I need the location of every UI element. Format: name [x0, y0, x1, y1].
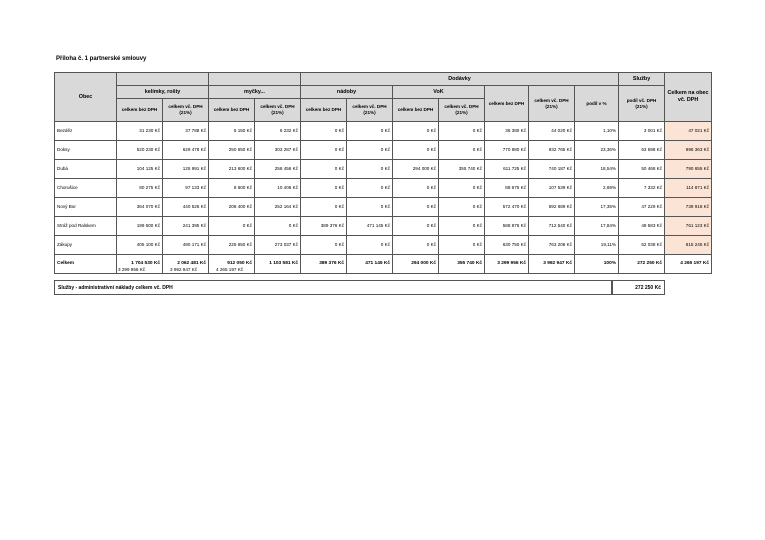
header-dodavky: Dodávky: [301, 73, 619, 86]
value-cell: 770 880 Kč: [485, 141, 529, 160]
subtotal-vc-dph: 3 992 947 Kč: [170, 267, 198, 272]
value-cell: 3 299 956 Kč: [485, 255, 529, 274]
value-cell: 0 Kč: [347, 141, 393, 160]
value-cell: 2 062 481 Kč: [163, 255, 209, 274]
table-row: [55, 141, 712, 160]
value-cell: 303 287 Kč: [255, 141, 301, 160]
value-cell: 36 380 Kč: [485, 122, 529, 141]
value-cell: 213 600 Kč: [209, 160, 255, 179]
celkem-cell: 815 245 Kč: [665, 236, 712, 255]
value-cell: 932 765 Kč: [529, 141, 575, 160]
header-vc-dph: celkem vč. DPH (21%): [163, 99, 209, 122]
value-cell: 52 038 Kč: [619, 236, 665, 255]
value-cell: 763 208 Kč: [529, 236, 575, 255]
value-cell: 471 145 Kč: [347, 255, 393, 274]
header-vc-dph: celkem vč. DPH (21%): [439, 99, 485, 122]
value-cell: 0 Kč: [393, 122, 439, 141]
header-podil: podíl v %: [575, 86, 619, 122]
subtotal-bez-dph: 3 299 956 Kč: [118, 267, 146, 272]
obec-name: Nový Bor: [55, 198, 117, 217]
value-cell: 37 788 Kč: [163, 122, 209, 141]
value-cell: 0 Kč: [301, 160, 347, 179]
value-cell: 3 001 Kč: [619, 122, 665, 141]
value-cell: 1 103 581 Kč: [255, 255, 301, 274]
value-cell: 0 Kč: [439, 198, 485, 217]
celkem-cell: 47 021 Kč: [665, 122, 712, 141]
header-bez-dph: celkem bez DPH: [209, 99, 255, 122]
header-blank-2: [209, 73, 301, 86]
obec-name: Dubá: [55, 160, 117, 179]
value-cell: 294 000 Kč: [393, 160, 439, 179]
value-cell: 0 Kč: [347, 198, 393, 217]
value-cell: 107 539 Kč: [529, 179, 575, 198]
value-cell: 0 Kč: [393, 198, 439, 217]
obec-name: Bezděz: [55, 122, 117, 141]
value-cell: 1,10%: [575, 122, 619, 141]
header-sluzby: Služby: [619, 73, 665, 86]
header-podil-vc-dph: podíl vč. DPH (21%): [619, 86, 665, 122]
value-cell: 208 400 Kč: [209, 198, 255, 217]
celkem-cell: 996 363 Kč: [665, 141, 712, 160]
header-total-bez-dph: celkem bez DPH: [485, 86, 529, 122]
value-cell: 44 020 Kč: [529, 122, 575, 141]
value-cell: 588 876 Kč: [485, 217, 529, 236]
value-cell: 611 725 Kč: [485, 160, 529, 179]
value-cell: 8 600 Kč: [209, 179, 255, 198]
value-cell: 273 037 Kč: [255, 236, 301, 255]
value-cell: 23,36%: [575, 141, 619, 160]
value-cell: 0 Kč: [439, 122, 485, 141]
table-row: [55, 122, 712, 141]
value-cell: 0 Kč: [439, 179, 485, 198]
value-cell: 252 164 Kč: [255, 198, 301, 217]
value-cell: 629 478 Kč: [163, 141, 209, 160]
value-cell: 272 250 Kč: [619, 255, 665, 274]
header-bez-dph: celkem bez DPH: [301, 99, 347, 122]
value-cell: 740 187 Kč: [529, 160, 575, 179]
value-cell: 0 Kč: [301, 179, 347, 198]
value-cell: 241 395 Kč: [163, 217, 209, 236]
value-cell: 3 992 947 Kč: [529, 255, 575, 274]
value-cell: 0 Kč: [347, 179, 393, 198]
header-group-vok: VoK: [393, 86, 485, 99]
header-vc-dph: celkem vč. DPH (21%): [255, 99, 301, 122]
celkem-cell: 790 655 Kč: [665, 160, 712, 179]
value-cell: 355 740 Kč: [439, 160, 485, 179]
value-cell: 225 650 Kč: [209, 236, 255, 255]
value-cell: 6 232 Kč: [255, 122, 301, 141]
obec-name: Chorušice: [55, 179, 117, 198]
value-cell: 520 230 Kč: [117, 141, 163, 160]
value-cell: 0 Kč: [347, 236, 393, 255]
value-cell: 0 Kč: [393, 217, 439, 236]
value-cell: 0 Kč: [301, 141, 347, 160]
value-cell: 19,11%: [575, 236, 619, 255]
subtotal-celkem: 4 265 197 Kč: [216, 267, 244, 272]
header-obec: Obec: [55, 73, 117, 122]
table-row: [55, 198, 712, 217]
value-cell: 0 Kč: [439, 236, 485, 255]
value-cell: 0 Kč: [439, 217, 485, 236]
obec-name: Doksy: [55, 141, 117, 160]
value-cell: 389 376 Kč: [301, 217, 347, 236]
header-group-mycky: myčky...: [209, 86, 301, 99]
value-cell: 7 332 Kč: [619, 179, 665, 198]
value-cell: 630 750 Kč: [485, 236, 529, 255]
value-cell: 250 650 Kč: [209, 141, 255, 160]
obec-name: Zákupy: [55, 236, 117, 255]
value-cell: 364 070 Kč: [117, 198, 163, 217]
value-cell: 355 740 Kč: [439, 255, 485, 274]
value-cell: 0 Kč: [393, 179, 439, 198]
value-cell: 0 Kč: [347, 160, 393, 179]
value-cell: 125 991 Kč: [163, 160, 209, 179]
obec-name: Stráž pod Ralskem: [55, 217, 117, 236]
value-cell: 471 145 Kč: [347, 217, 393, 236]
value-cell: 0 Kč: [255, 217, 301, 236]
value-cell: 10 406 Kč: [255, 179, 301, 198]
value-cell: 104 125 Kč: [117, 160, 163, 179]
value-cell: 31 230 Kč: [117, 122, 163, 141]
header-total-vc-dph: celkem vč. DPH (21%): [529, 86, 575, 122]
value-cell: 88 875 Kč: [485, 179, 529, 198]
value-cell: 490 171 Kč: [163, 236, 209, 255]
value-cell: 294 000 Kč: [393, 255, 439, 274]
value-cell: 2,69%: [575, 179, 619, 198]
table-row: [55, 179, 712, 198]
value-cell: 0 Kč: [393, 141, 439, 160]
header-group-kelimky: kelímky, rošty: [117, 86, 209, 99]
value-cell: 50 468 Kč: [619, 160, 665, 179]
value-cell: 692 689 Kč: [529, 198, 575, 217]
value-cell: 5 150 Kč: [209, 122, 255, 141]
value-cell: 48 583 Kč: [619, 217, 665, 236]
table-row: [55, 160, 712, 179]
celkem-cell: 114 871 Kč: [665, 179, 712, 198]
value-cell: 0 Kč: [301, 236, 347, 255]
value-cell: 0 Kč: [301, 122, 347, 141]
total-row: [55, 255, 712, 274]
celkem-cell: 761 123 Kč: [665, 217, 712, 236]
allocation-table: [54, 72, 712, 274]
value-cell: 199 500 Kč: [117, 217, 163, 236]
header-group-nadoby: nádoby: [301, 86, 393, 99]
value-cell: 17,84%: [575, 217, 619, 236]
celkem-cell: 4 265 197 Kč: [665, 255, 712, 274]
value-cell: 258 456 Kč: [255, 160, 301, 179]
value-cell: 389 376 Kč: [301, 255, 347, 274]
value-cell: 100%: [575, 255, 619, 274]
value-cell: 712 540 Kč: [529, 217, 575, 236]
value-cell: 0 Kč: [439, 141, 485, 160]
value-cell: 47 229 Kč: [619, 198, 665, 217]
header-bez-dph: celkem bez DPH: [117, 99, 163, 122]
header-bez-dph: celkem bez DPH: [393, 99, 439, 122]
services-value: 272 250 Kč: [612, 280, 665, 295]
value-cell: 0 Kč: [347, 122, 393, 141]
header-vc-dph: celkem vč. DPH (21%): [347, 99, 393, 122]
value-cell: 0 Kč: [393, 236, 439, 255]
header-celkem-na-obec: Celkem na obec vč. DPH: [665, 73, 712, 122]
value-cell: 80 275 Kč: [117, 179, 163, 198]
celkem-cell: 739 918 Kč: [665, 198, 712, 217]
value-cell: 17,35%: [575, 198, 619, 217]
header-blank-1: [117, 73, 209, 86]
value-cell: 572 470 Kč: [485, 198, 529, 217]
obec-name: Celkem: [55, 255, 117, 274]
value-cell: 1 704 530 Kč: [117, 255, 163, 274]
value-cell: 63 598 Kč: [619, 141, 665, 160]
page-title: Příloha č. 1 partnerské smlouvy: [56, 56, 147, 62]
value-cell: 18,54%: [575, 160, 619, 179]
value-cell: 440 525 Kč: [163, 198, 209, 217]
table-row: [55, 236, 712, 255]
value-cell: 0 Kč: [209, 217, 255, 236]
table-row: [55, 217, 712, 236]
value-cell: 405 100 Kč: [117, 236, 163, 255]
value-cell: 0 Kč: [301, 198, 347, 217]
value-cell: 97 133 Kč: [163, 179, 209, 198]
services-label: Služby - administrativní náklady celkem vč. DPH: [54, 280, 612, 295]
value-cell: 912 050 Kč: [209, 255, 255, 274]
